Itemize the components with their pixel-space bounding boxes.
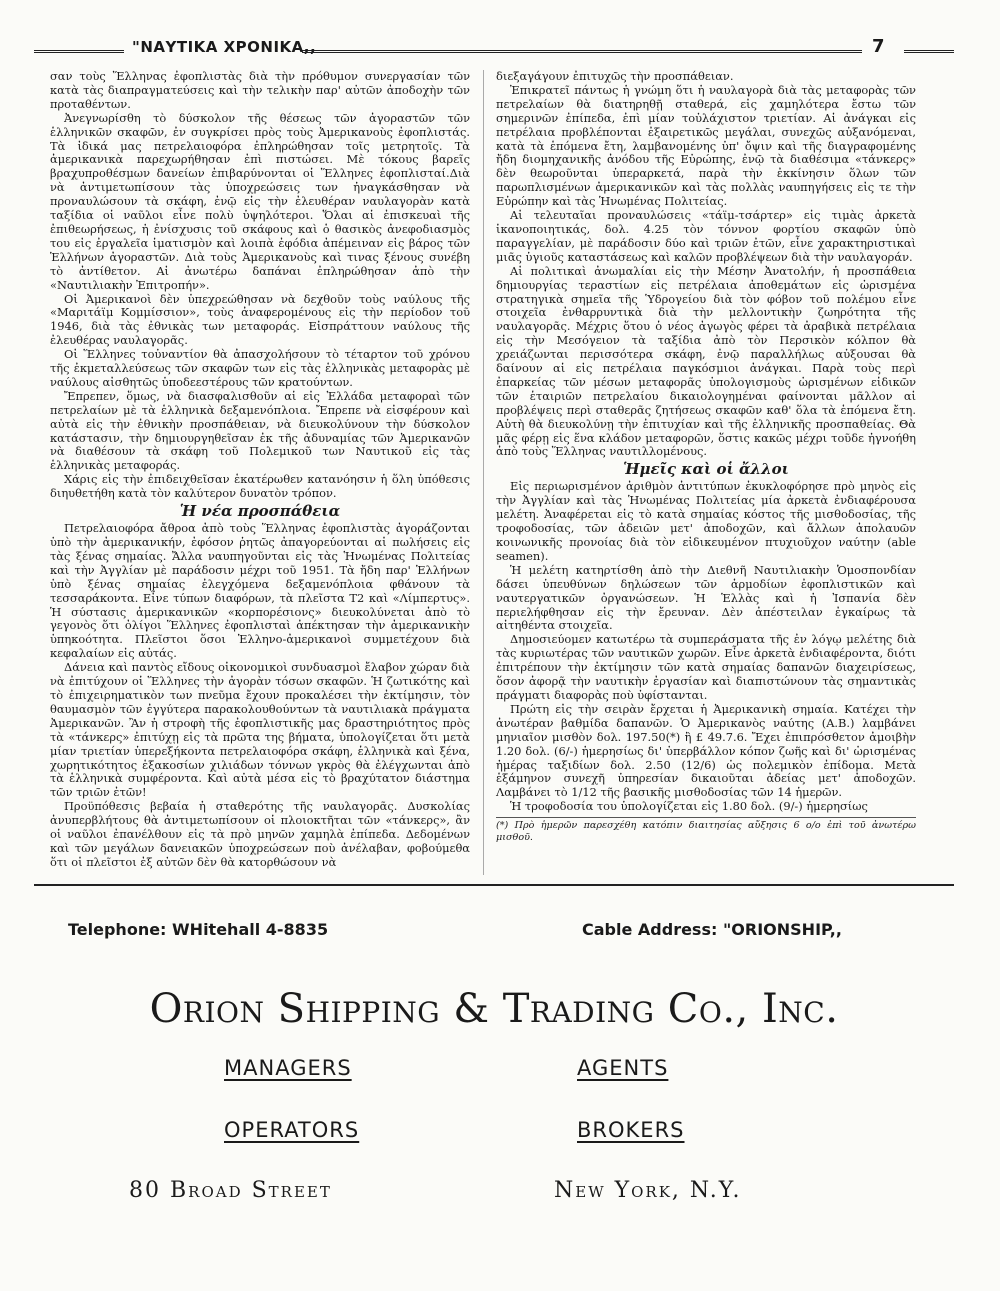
ad-street-address: 80 Broad Street: [129, 1178, 332, 1203]
ad-role-brokers: BROKERS: [577, 1118, 685, 1142]
article-paragraph: Ἔπρεπεν, ὅμως, νὰ διασφαλισθοῦν αἱ εἰς Ἑλλάδα μεταφοραὶ τῶν πετρελαίων μὲ τὰ ἑλληνικὰ δεξαμενόπλοια. Ἔπρεπε νὰ εἰσφέρουν καὶ αὐτὰ εἰς τὴν ἐθνικὴν προσπάθειαν, νὰ διευκολύνουν τὴν δύσκολον κατάστασιν, τὴν δημιουργηθεῖσαν ἐκ τῆς ἀδυναμίας τῶν Ἀμερικανῶν νὰ διαθέσουν τὰ σκάφη τοῦ Πολεμικοῦ των Ναυτικοῦ εἰς τὰς ἑλληνικὰς μεταφοράς.: [50, 388, 470, 473]
section-heading: Ἡ νέα προσπάθεια: [179, 502, 341, 521]
footnote: (*) Πρὸ ἡμερῶν παρεσχέθη κατόπιν διαιτησίας αὔξησις 6 ο/ο ἐπὶ τοῦ ἀνωτέρω μισθοῦ.: [496, 817, 916, 843]
ad-role-agents: AGENTS: [577, 1056, 669, 1080]
article-paragraph: Ἐπικρατεῖ πάντως ἡ γνώμη ὅτι ἡ ναυλαγορὰ διὰ τὰς μεταφορὰς τῶν πετρελαίων θὰ διατηρηθῇ σταθερά, εἰς χαμηλότερα ἔστω τῶν σημερινῶν ἐπίπεδα, ἐπὶ μίαν τοὐλάχιστον τριετίαν. Αἱ ἀνάγκαι εἰς πετρέλαια προβλέπονται ἐξαιρετικῶς μεγάλαι, συνεχῶς αὐξανόμεναι, κατὰ τὰ ἑπόμενα ἔτη, λαμβανομένης ὑπ' ὄψιν καὶ τῆς διαγραφομένης ἤδη διομηχανικῆς ἀνόδου τῆς Εὐρώπης, ἐνῷ τὰ διαθέσιμα «τάνκερς» δὲν θεωροῦνται ὑπεραρκετά, παρὰ τὴν ἐκκίνησιν ὅλων τῶν παρωπλισμένων ἀμερικανικῶν καὶ τὰς πολλὰς ναυπηγήσεις εἰς τε τὴν Εὐρώπην καὶ τὰς Ἡνωμένας Πολιτείας.: [496, 82, 916, 209]
article-paragraph: Αἱ πολιτικαὶ ἀνωμαλίαι εἰς τὴν Μέσην Ἀνατολήν, ἡ προσπάθεια δημιουργίας τεραστίων εἰς πετρέλαια ἀποθεμάτων εἰς ὡρισμένα στρατηγικὰ σημεῖα τῆς Ὑδρογείου διὰ τὸν φόβον τοῦ πολέμου εἶνε στοιχεῖα ἐνθαρρυντικὰ διὰ τὴν μελλοντικὴν ζωηρότητα τῆς ναυλαγορᾶς. Μέχρις ὅτου ὁ νέος ἀγωγὸς φέρει τὰ ἀραβικὰ πετρέλαια εἰς τὴν Μεσόγειον τὰ ταξίδια ἀπὸ τὸν Περσικὸν κόλπον θὰ χρειάζωνται περισσότερα σκάφη, ἐνῷ παραλλήλως αὐξουσαι θὰ δαίνουν αἱ εἰς πετρέλαια παγκόσμιοι ἀνάγκαι. Παρὰ τοὺς περὶ ἐπαρκείας τῶν μέσων μεταφορᾶς ὑπολογισμοὺς ὡρισμένων εἰδικῶν τῶν ἑταιριῶν πετρελαίου δικαιολογημέναι φαίνονται μᾶλλον αἱ προβλέψεις περὶ σταθερᾶς ζητήσεως σκαφῶν καθ' ὅλα τὰ ἑπόμενα ἔτη. Αὐτὴ θὰ διευκολύνῃ τὴν ἐπιτυχίαν καὶ τῆς ἑλληνικῆς προσπαθείας. Θὰ μᾶς φέρῃ εἰς ἕνα κλάδον μεταφορῶν, ὅστις κακῶς μέχρι τοῦδε ἠγνοήθη ἀπὸ τοὺς Ἕλληνας ναυτιλλομένους.: [496, 263, 916, 459]
ad-cable-address: Cable Address: "ORIONSHIP,,: [582, 920, 842, 939]
article-paragraph: Δημοσιεύομεν κατωτέρω τὰ συμπεράσματα τῆς ἐν λόγῳ μελέτης διὰ τὰς κυριωτέρας τῶν ναυτικῶν χωρῶν. Εἶνε ἀρκετὰ ἐνδιαφέροντα, διότι ἐπιτρέπουν τὴν ἐκτίμησιν τῶν κατὰ σημαίας δαπανῶν διαχειρίσεως, ὅσον ἀφορᾷ τὴν ναυτικὴν ἐργασίαν καὶ διαπιστώνουν τὰς σημαντικὰς πράγματι διαφορὰς ποὺ ὑφίστανται.: [496, 632, 916, 702]
article-paragraph: Πετρελαιοφόρα ἄθροα ἀπὸ τοὺς Ἕλληνας ἐφοπλιστὰς ἀγοράζονται ὑπὸ τὴν ἀμερικανικήν, ἐφόσον ῥητῶς ἀπαγορεύονται αἱ πωλήσεις εἰς τὰς ξένας σημαίας. Ἄλλα ναυπηγοῦνται εἰς τὰς Ἡνωμένας Πολιτείας καὶ τὴν Ἀγγλίαν μὲ παράδοσιν μέχρι τοῦ 1951. Τὰ ἤδη παρ' Ἑλλήνων ὑπὸ ξένας σημαίας ἐλεγχόμενα δεξαμενόπλοια φθάνουν τὰ τεσσαράκοντα. Εἶνε τύπων διαφόρων, τὰ πλεῖστα Τ2 καὶ «Λίμπερτυς». Ἡ σύστασις ἀμερικανικῶν «κορπορέσιονς» διευκολύνεται ἀπὸ τὸ γεγονὸς ὅτι ὀλίγοι Ἕλληνες ἐφοπλισταὶ ἀπέκτησαν τὴν ἀμερικανικὴν ὑπηκοότητα. Πλεῖστοι ὅσοι Ἑλληνο-ἀμερικανοὶ συμμετέχουν διὰ κεφαλαίων εἰς αὐτάς.: [50, 521, 470, 661]
article-paragraph: Δάνεια καὶ παντὸς εἴδους οἰκονομικοὶ συνδυασμοὶ ἔλαβον χώραν διὰ νὰ ἐπιτύχουν οἱ Ἕλληνες τὴν ἀγορὰν τόσων σκαφῶν. Ἡ ζωτικότης καὶ τὸ ἐπιχειρηματικὸν των πνεῦμα ἔχουν προκαλέσει τὴν ἐκτίμησιν, τὸν θαυμασμὸν τῶν ἐγγύτερα παρακολουθούντων τὰ ναυτιλιακὰ πράγματα Ἀμερικανῶν. Ἂν ἡ στροφὴ τῆς ἐφοπλιστικῆς μας δραστηριότητος πρὸς τὰ «τάνκερς» ἐπιτύχῃ εἰς τὰ πρῶτα της βήματα, ὑπολογίζεται ὅτι μετὰ μίαν τριετίαν ὑπερεξήκοντα πετρελαιοφόρα σκάφη, ἑλληνικὰ καὶ ξένα, χωρητικότητος ἑξακοσίων χιλιάδων τόννων γκρὸς θὰ ἐλέγχωνται ἀπὸ τὰ ἑλληνικὰ συμφέροντα. Καὶ αὐτὰ μέσα εἰς τὸ βραχύτατον διάστημα τῶν τριῶν ἐτῶν!: [50, 660, 470, 800]
publication-title: "ΝΑΥΤΙΚΑ ΧΡΟΝΙΚΑ,,: [132, 38, 317, 56]
left-column: [50, 70, 470, 870]
section-heading: Ἡμεῖς καὶ οἱ ἄλλοι: [623, 460, 789, 479]
header-rule: [34, 50, 124, 53]
article-paragraph: Οἱ Ἕλληνες τοὐναντίον θὰ ἀπασχολήσουν τὸ τέταρτον τοῦ χρόνου τῆς ἐκμεταλλεύσεως τῶν σκαφῶν των εἰς τὰς ἑλληνικὰς μεταφορὰς μὲ ναύλους αἰσθητῶς ὑποδεεστέρους τῶν κρατούντων.: [50, 347, 470, 389]
article-paragraph: Οἱ Ἀμερικανοὶ δὲν ὑπεχρεώθησαν νὰ δεχθοῦν τοὺς ναύλους τῆς «Μαριτάϊμ Κομμίσσιον», τοὺς ἀναφερομένους εἰς τὴν περίοδον τοῦ 1946, διὰ τὰς ἐθνικὰς των μεταφοράς. Εἰσπράττουν ναύλους τῆς ἐλευθέρας ναυλαγορᾶς.: [50, 291, 470, 348]
article-paragraph: Εἰς περιωρισμένον ἀριθμὸν ἀντιτύπων ἐκυκλοφόρησε πρὸ μηνὸς εἰς τὴν Ἀγγλίαν καὶ τὰς Ἡνωμένας Πολιτείας μία ἀρκετὰ ἐνδιαφέρουσα μελέτη. Ἀναφέρεται εἰς τὸ κατὰ σημαίας κόστος τῆς μισθοδοσίας, τῆς τροφοδοσίας, τῶν ἀδειῶν μετ' ἀποδοχῶν, καὶ ἄλλων ἀπολαυῶν κοινωνικῆς προνοίας διὰ τὸν εἰδικευμένον πτυχιοῦχον ναύτην (able seamen).: [496, 479, 916, 563]
article-paragraph: διεξαγάγουν ἐπιτυχῶς τὴν προσπάθειαν.: [496, 69, 734, 83]
ad-role-operators: OPERATORS: [224, 1118, 360, 1142]
advertisement: [34, 884, 954, 1248]
article-paragraph: Προϋπόθεσις βεβαία ἡ σταθερότης τῆς ναυλαγορᾶς. Δυσκολίας ἀνυπερβλήτους θὰ ἀντιμετωπίσουν οἱ πλοιοκτῆται τῶν «τάνκερς», ἂν οἱ ναῦλοι ἐπανέλθουν εἰς τὰ πρὸ μηνῶν χαμηλὰ ἐπίπεδα. Δεδομένων καὶ τῶν μεγάλων δανειακῶν ὑποχρεώσεων ποὺ ἀνέλαβαν, φοβούμεθα ὅτι οἱ πλεῖστοι ἐξ αὐτῶν δὲν θὰ κατορθώσουν νὰ: [50, 799, 470, 869]
page-number: 7: [872, 36, 885, 57]
ad-company-name: Orion Shipping & Trading Co., Inc.: [149, 986, 839, 1032]
article-paragraph: Χάρις εἰς τὴν ἐπιδειχθεῖσαν ἑκατέρωθεν κατανόησιν ἡ ὅλη ὑπόθεσις διηυθετήθη κατὰ τὸν καλύτερον δυνατὸν τρόπον.: [50, 472, 470, 501]
header-rule: [904, 50, 954, 53]
article-paragraph: Αἱ τελευταῖαι προναυλώσεις «τάϊμ-τσάρτερ» εἰς τιμὰς ἀρκετὰ ἱκανοποιητικάς, δολ. 4.25 τὸν τόννον φορτίου σκαφῶν ὑπὸ παραγγελίαν, μὲ παράδοσιν δύο καὶ τριῶν ἐτῶν, εἶνε χαρακτηριστικαὶ μιᾶς ὑγιοῦς καταστάσεως καὶ καλῶν προβλέψεων διὰ τὴν ναυλαγοράν.: [496, 208, 916, 264]
right-column: [496, 70, 916, 843]
article-paragraph: Ἀνεγνωρίσθη τὸ δύσκολον τῆς θέσεως τῶν ἀγοραστῶν τῶν ἑλληνικῶν σκαφῶν, ἐν συγκρίσει πρὸς τοὺς Ἀμερικανοὺς ἐφοπλιστάς. Τὰ ἰδικά μας πετρελαιοφόρα ἐπληρώθησαν τοῖς μετρητοῖς. Τὰ ἀμερικανικὰ παρεχωρήθησαν ἐπὶ πιστώσει. Μὲ τόκους βαρεῖς βραχυπροθέσμων δανείων ἐπιβαρύνονται οἱ Ἕλληνες ἐφοπλισταί.Διὰ νὰ ἀντιμετωπίσουν τὰς ὑποχρεώσεις των ἠναγκάσθησαν νὰ προναυλώσουν τὰ σκάφη, ἐνῷ εἰς τὴν ἐλευθέραν ναυλαγορὰν κατὰ ταξίδια οἱ ναῦλοι εἶνε πολὺ ὑψηλότεροι. Ὅλαι αἱ ἐπισκευαὶ τῆς ἐπιθεωρήσεως, ἡ ἐνίσχυσις τοῦ σκάφους καὶ ὁ θασικὸς ἀνεφοδιασμὸς του εἰς ἐργαλεῖα ἱματισμὸν καὶ λοιπὰ ἐφόδια ἀπέμειναν εἰς βάρος τῶν Ἑλλήνων ἀγοραστῶν. Διὰ τοὺς Ἀμερικανοὺς καὶ τινας ξένους συνέβη τὸ ἀντίθετον. Αἱ ἀνωτέρω δαπάναι ἐπληρώθησαν ἀπὸ τὴν «Ναυτιλιακὴν Ἐπιτροπήν».: [50, 110, 470, 292]
ad-role-managers: MANAGERS: [224, 1056, 352, 1080]
ad-telephone: Telephone: WHitehall 4-8835: [68, 920, 329, 939]
article-paragraph: Ἡ μελέτη κατηρτίσθη ἀπὸ τὴν Διεθνῆ Ναυτιλιακὴν Ὁμοσπονδίαν δάσει ὑπευθύνων δηλώσεων τῶν ἁρμοδίων ἐφοπλιστικῶν καὶ ναυτεργατικῶν ὀργανώσεων. Ἡ Ἑλλὰς καὶ ἡ Ἰσπανία δὲν περιελήφθησαν εἰς τὴν ἔρευναν. Δὲν ἀπέστειλαν ἐγκαίρως τὰ αἰτηθέντα στοιχεῖα.: [496, 562, 916, 633]
article-paragraph: σαν τοὺς Ἕλληνας ἐφοπλιστὰς διὰ τὴν πρόθυμον συνεργασίαν τῶν κατὰ τὰς διαπραγματεύσεις καὶ τὴν τελικὴν παρ' αὐτῶν ἀποδοχὴν τῶν προταθέντων.: [50, 69, 470, 111]
article-paragraph: Πρώτη εἰς τὴν σειρὰν ἔρχεται ἡ Ἀμερικανικὴ σημαία. Κατέχει τὴν ἀνωτέραν βαθμίδα δαπανῶν. Ὁ Ἀμερικανὸς ναύτης (Α.Β.) λαμβάνει μηνιαῖον μισθὸν δολ. 197.50(*) ἢ £ 49.7.6. Ἔχει ἐπιπρόσθετον ἀμοιβὴν 1.20 δολ. (6/-) ἡμερησίως δι' ὑπερβάλλον κόπον ζωῆς καὶ δι' ὡρισμένας ἡμέρας ταξιδίων δολ. 2.50 (12/6) ὡς πολεμικὸν ἐπίδομα. Μετὰ ἑξάμηνον συνεχῆ ὑπηρεσίαν δικαιοῦται ἀδείας μετ' ἀποδοχῶν. Λαμβάνει τὸ 1/12 τῆς βασικῆς μισθοδοσίας τῶν 14 ἡμερῶν.: [496, 701, 916, 800]
article-paragraph: Ἡ τροφοδοσία του ὑπολογίζεται εἰς 1.80 δολ. (9/-) ἡμερησίως: [510, 799, 868, 814]
column-divider: [483, 70, 484, 875]
page-header: [34, 38, 954, 60]
ad-city: New York, N.Y.: [554, 1178, 742, 1203]
header-rule: [302, 50, 862, 53]
